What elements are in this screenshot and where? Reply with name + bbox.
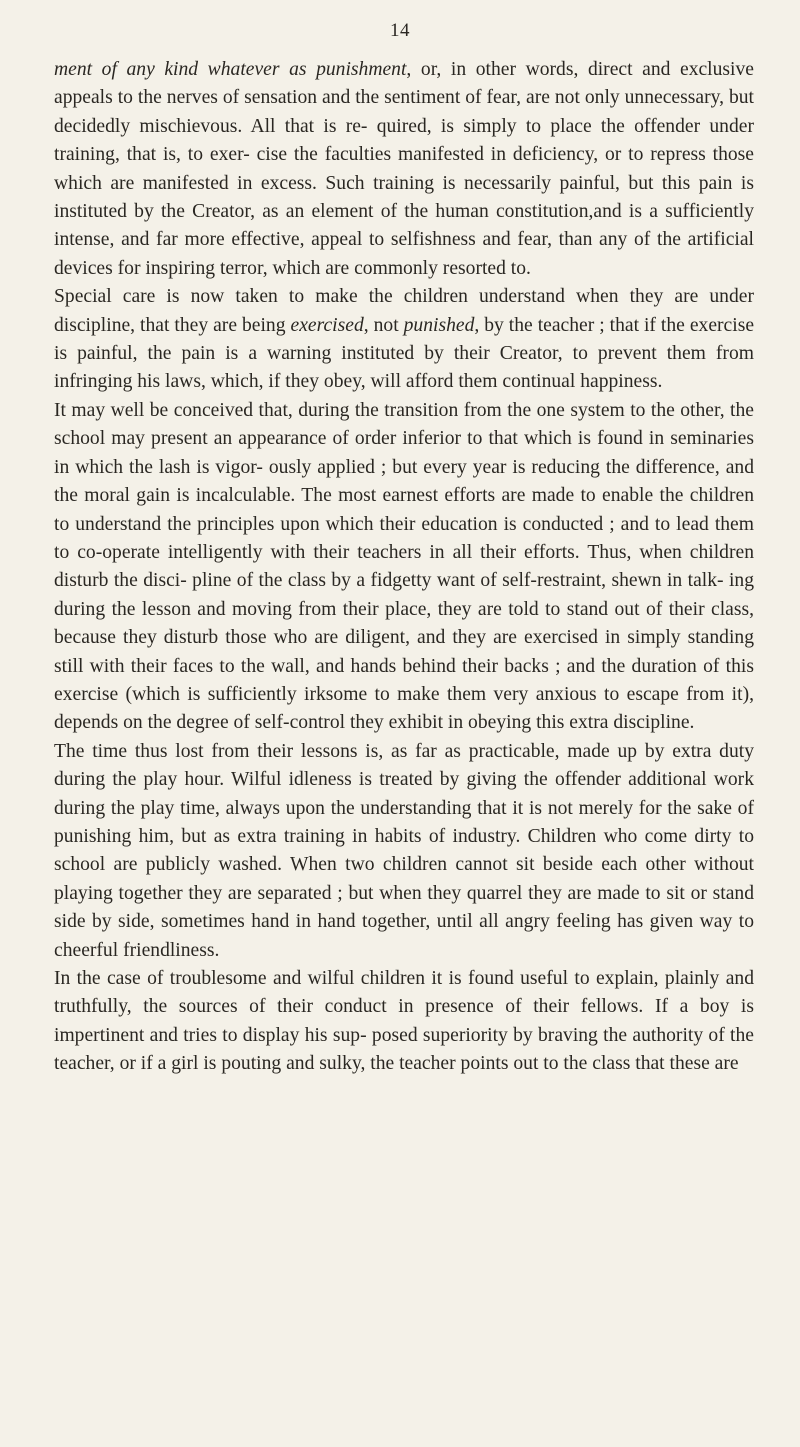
paragraph-5 [54, 965, 754, 1079]
text-segment: ment of any kind whatever as punishment [54, 59, 407, 80]
text-segment: punished [403, 314, 475, 336]
text-segment: In the case of troublesome and wilful children it is found useful to explain, plainly and truthfully, the sources of their conduct in presence of their fellows. If a boy is impertinent and tries to display his sup- posed superiority by braving the authority of the teacher, or if a girl is pouting and sulky, the teacher points out to the class that these are [54, 968, 754, 1075]
body-text [54, 56, 754, 1079]
paragraph-2 [54, 283, 754, 397]
paragraph-1 [54, 56, 754, 283]
text-segment: exercised [290, 314, 364, 336]
paragraph-4 [54, 738, 754, 965]
text-segment: , by the teacher ; that if the exercise is painful, the pain is a warning instituted by their Creator, to prevent them from infringing his laws, which, if they obey, will afford them continual happiness. [54, 314, 755, 393]
text-segment: It may well be conceived that, during the transition from the one system to the other, the school may present an appearance of order inferior to that which is found in seminaries in which the lash is vigor- ously applied ; but every year is reducing the difference, and the moral gain is incalculable. The most earnest efforts are made to enable the children to understand the principles upon which their education is conducted ; and to lead them to co-operate intelligently with their teachers in all their efforts. Thus, when children disturb the disci- pline of the class by a fidgetty want of self-restraint, shewn in talk- ing during the lesson and moving from their place, they are told to stand out of their class, because they disturb those who are diligent, and they are exercised in simply standing still with their faces to the wall, and hands behind their backs ; and the duration of this exercise (which is sufficiently irksome to make them very anxious to escape from it), depends on the degree of self-control they exhibit in obeying this extra discipline. [54, 399, 754, 734]
text-segment: , not [363, 314, 404, 336]
text-segment: Special care is now taken to make the children understand when they are under discipline, that they are being [54, 286, 754, 336]
text-segment: , or, in other words, direct and exclusive appeals to the nerves of sensation and the sentiment of fear, are not only unnecessary, but decidedly mischievous. All that is re- quired, is simply to place the offender under training, that is, to exer- cise the faculties manifested in deficiency, or to repress those which are manifested in excess. Such training is necessarily painful, but this pain is instituted by the Creator, as an element of the human constitution,and is a sufficiently intense, and far more effective, appeal to selfishness and fear, than any of the artificial devices for inspiring terror, which are commonly resorted to. [54, 59, 754, 279]
text-segment: The time thus lost from their lessons is, as far as practicable, made up by extra duty during the play hour. Wilful idleness is treated by giving the offender additional work during the play time, always upon the understanding that it is not merely for the sake of punishing him, but as extra training in habits of industry. Children who come dirty to school are publicly washed. When two children cannot sit beside each other without playing together they are separated ; but when they quarrel they are made to sit or stand side by side, sometimes hand in hand together, until all angry feeling has given way to cheerful friendliness. [54, 740, 754, 961]
paragraph-3 [54, 397, 754, 738]
page-number: 14 [390, 20, 410, 41]
